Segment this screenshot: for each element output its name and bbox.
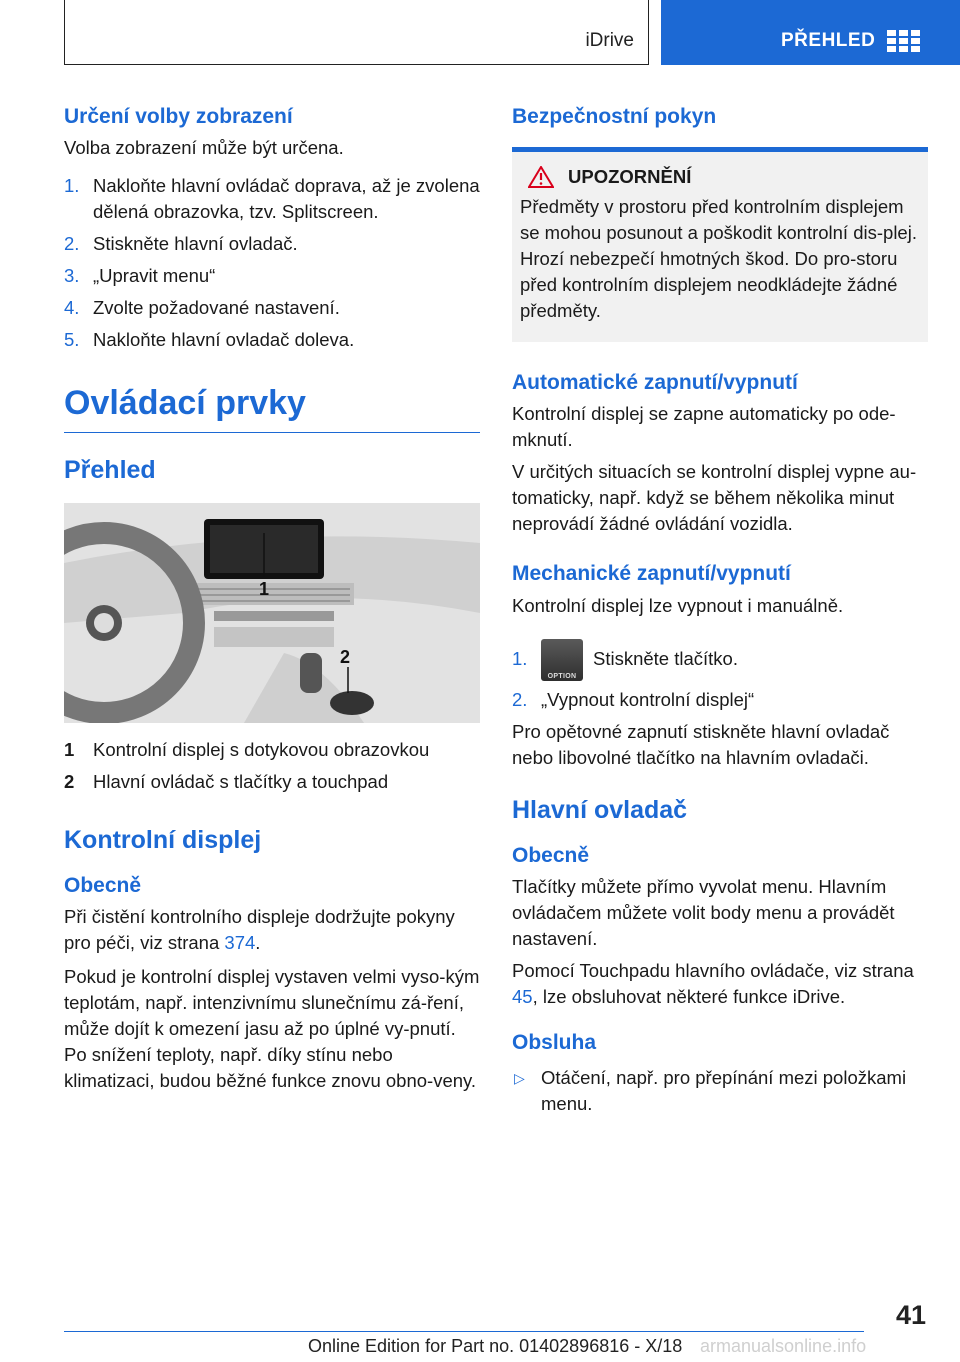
- general-title: Obecně: [64, 873, 142, 897]
- warning-triangle-icon: [528, 166, 554, 188]
- header-tab-overview[interactable]: [661, 0, 960, 65]
- list-item: 3. „Upravit menu“: [64, 265, 216, 287]
- option-button-icon: OPTION: [541, 639, 583, 681]
- operation-list: [512, 1065, 928, 1117]
- legend-item: 2 Hlavní ovládač s tlačítky a touchpad: [64, 770, 389, 792]
- figure-label-1: 1: [259, 578, 270, 599]
- left-column: [64, 96, 480, 1094]
- list-item: 2. Stiskněte hlavní ovladač.: [64, 233, 298, 255]
- mech-paragraph-1: Kontrolní displej lze vypnout i manuálně.: [512, 594, 844, 616]
- footer-watermark: armanualsonline.info: [700, 1336, 867, 1356]
- auto-title: Automatické zapnutí/vypnutí: [512, 371, 798, 395]
- steps-list: [64, 173, 480, 353]
- warning-box: [512, 147, 928, 342]
- list-item: 5. Nakloňte hlavní ovladač doleva.: [64, 329, 355, 351]
- grid-icon: [887, 30, 920, 52]
- warning-text: Předměty v prostoru před kontrolním displejem se mohou posunout a poškodit kontrolní dis‐plej. Hrozí nebezpečí hmotných škod. Do pro‐storu před kontrolním displejem neodkládejte žádné předměty.: [520, 196, 917, 322]
- operation-title: Obsluha: [512, 1030, 597, 1054]
- controller-paragraph-1: Tlačítky můžete přímo vyvolat menu. Hlavním ovládačem můžete volit body menu a provádět nastavení.: [512, 875, 895, 949]
- header-section: iDrive: [585, 30, 634, 51]
- header-box: [64, 0, 649, 65]
- warning-title: UPOZORNĚNÍ: [568, 166, 692, 188]
- list-item: ▷ Otáčení, např. pro přepínání mezi položkami menu.: [514, 1067, 907, 1115]
- safety-title: Bezpečnostní pokyn: [512, 105, 717, 128]
- general-paragraph-2: Pokud je kontrolní displej vystaven velmi vyso‐kým teplotám, např. intenzivnímu slunečnímu zá‐ření, může dojít k omezení jasu až po úplné vy‐pnutí. Po snížení teploty, např. díky stínu nebo klimatizaci, budou běžné funkce znovu obno‐veny.: [64, 966, 480, 1092]
- right-column: [512, 96, 928, 1117]
- chapter-title: Ovládací prvky: [64, 384, 306, 423]
- mech-steps-list: [512, 637, 928, 713]
- mech-paragraph-2: Pro opětovné zapnutí stiskněte hlavní ovladač nebo libovolné tlačítko na hlavním ovladači.: [512, 720, 890, 768]
- header-tab-label: PŘEHLED: [781, 30, 876, 51]
- footer-edition: Online Edition for Part no. 01402896816 - X/18: [308, 1336, 683, 1356]
- controller-general-title: Obecně: [512, 843, 590, 867]
- page-link-45[interactable]: 45: [512, 985, 533, 1007]
- mech-title: Mechanické zapnutí/vypnutí: [512, 562, 791, 586]
- warning-heading: [528, 166, 920, 188]
- list-item: 2. „Vypnout kontrolní displej“: [512, 688, 755, 710]
- figure-label-2: 2: [340, 646, 351, 667]
- general-paragraph-1: Při čistění kontrolního displeje dodržujte pokyny pro péči, viz strana 374.: [64, 906, 455, 954]
- bullet-triangle-icon: ▷: [514, 1070, 525, 1087]
- overview-title: Přehled: [64, 455, 156, 484]
- legend-item: 1 Kontrolní displej s dotykovou obrazovkou: [64, 738, 430, 760]
- page-number: 41: [895, 1300, 926, 1330]
- section-title-display-selection: Určení volby zobrazení: [64, 105, 293, 128]
- footer-divider: [64, 1331, 864, 1332]
- auto-paragraph-1: Kontrolní displej se zapne automaticky po ode‐mknutí.: [512, 403, 896, 451]
- section-intro: Volba zobrazení může být určena.: [64, 137, 344, 159]
- page-link-374[interactable]: 374: [224, 932, 256, 954]
- figure-legend: [64, 737, 480, 795]
- list-item: 1. Nakloňte hlavní ovládač doprava, až je zvolena dělená obrazovka, tzv. Splitscreen.: [64, 175, 480, 223]
- chapter-heading: [64, 383, 480, 433]
- cockpit-figure: [64, 503, 480, 723]
- auto-paragraph-2: V určitých situacích se kontrolní displej vypne au‐tomaticky, např. když se během několika minut neprovádí žádné ovládání vozidla.: [512, 461, 917, 535]
- list-item: 1. OPTION Stiskněte tlačítko.: [512, 637, 928, 681]
- list-item: 4. Zvolte požadované nastavení.: [64, 297, 340, 319]
- display-title: Kontrolní displej: [64, 825, 262, 854]
- controller-paragraph-2: Pomocí Touchpadu hlavního ovládače, viz strana 45, lze obsluhovat některé funkce iDrive.: [512, 959, 914, 1007]
- controller-title: Hlavní ovladač: [512, 795, 688, 824]
